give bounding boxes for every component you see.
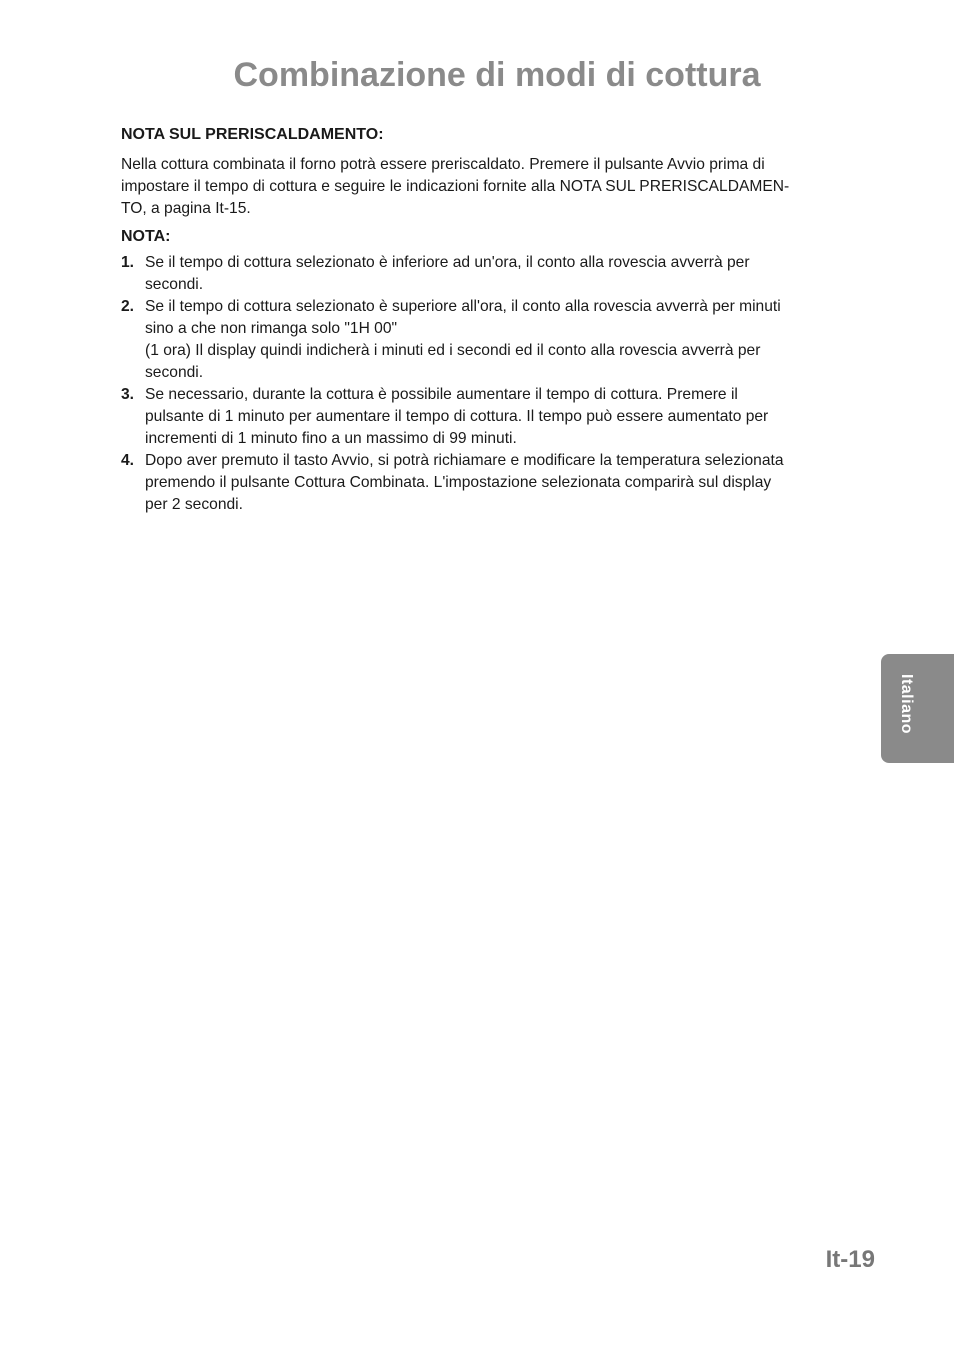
nota-item-line: pulsante di 1 minuto per aumentare il tempo di cottura. Il tempo può essere aumentato per [145,408,769,425]
nota-item-line: secondi. [145,364,204,381]
page-content [121,124,876,516]
nota-item-number: 2. [121,298,135,315]
nota-item-line: Se il tempo di cottura selezionato è inferiore ad un'ora, il conto alla rovescia avverrà per [145,254,750,271]
nota-item-3 [121,384,876,450]
nota-item-line: premendo il pulsante Cottura Combinata. L'impostazione selezionata comparirà sul display [145,474,772,491]
nota-item-line: Se necessario, durante la cottura è possibile aumentare il tempo di cottura. Premere il [145,386,738,403]
preheat-line: Nella cottura combinata il forno potrà essere preriscaldato. Premere il pulsante Avvio prima di [121,156,765,173]
nota-list [121,252,876,516]
language-side-tab [881,654,954,763]
language-label: Italiano [898,674,915,735]
nota-item-line: Se il tempo di cottura selezionato è superiore all'ora, il conto alla rovescia avverrà per minuti [145,298,781,315]
page-number: It-19 [825,1246,875,1273]
preheat-line: impostare il tempo di cottura e seguire le indicazioni fornite alla NOTA SUL PRERISCALDAMEN- [121,178,790,195]
nota-item-number: 3. [121,386,135,403]
nota-item-line: sino a che non rimanga solo "1H 00" [145,320,398,337]
preheat-paragraph [121,154,876,220]
page-title: Combinazione di modi di cottura [233,56,761,94]
nota-item-line: incrementi di 1 minuto fino a un massimo di 99 minuti. [145,430,517,447]
nota-item-line: per 2 secondi. [145,496,243,513]
nota-item-2 [121,296,876,384]
nota-item-number: 4. [121,452,135,469]
preheat-line: TO, a pagina It-15. [121,200,251,217]
nota-item-line: secondi. [145,276,204,293]
nota-item-1 [121,252,876,296]
nota-item-4 [121,450,876,516]
preheat-heading: NOTA SUL PRERISCALDAMENTO: [121,126,384,143]
nota-item-line: (1 ora) Il display quindi indicherà i minuti ed i secondi ed il conto alla rovescia avverrà per [145,342,761,359]
nota-item-number: 1. [121,254,135,271]
nota-heading: NOTA: [121,228,171,245]
nota-item-line: Dopo aver premuto il tasto Avvio, si potrà richiamare e modificare la temperatura selezionata [145,452,784,469]
